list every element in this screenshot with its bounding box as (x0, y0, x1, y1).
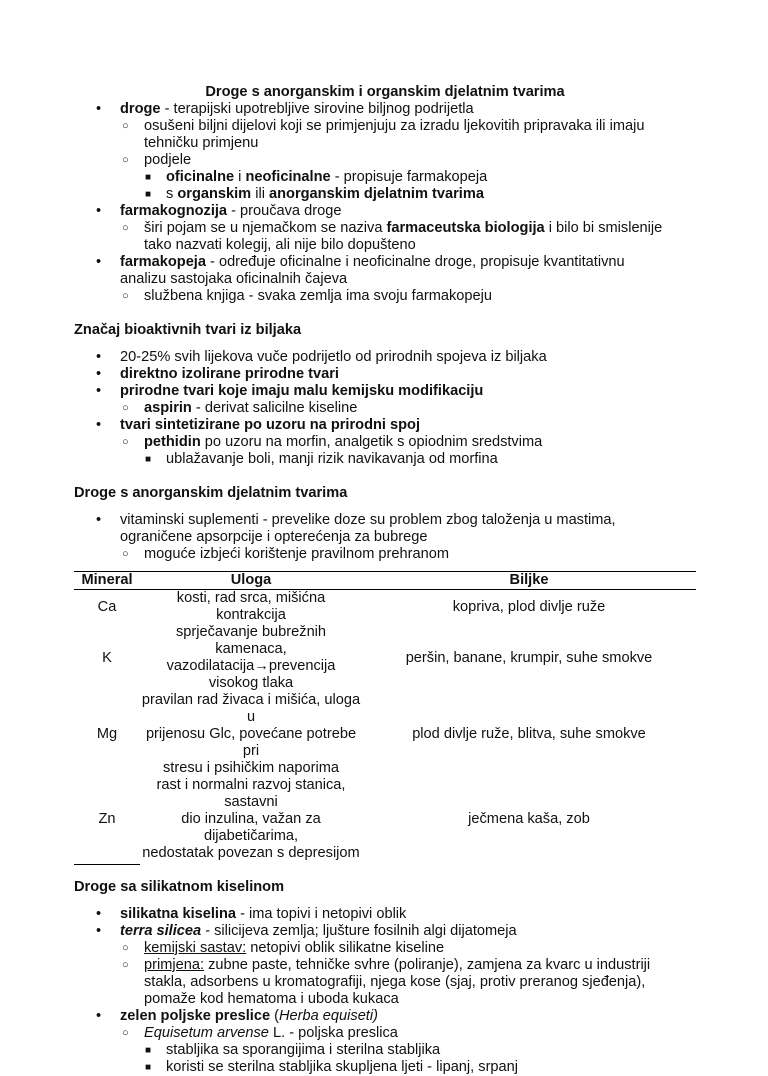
list-item: ○ pethidin po uzoru na morfin, analgetik s opiodnim sredstvima (122, 434, 543, 450)
minerals-table (74, 571, 696, 862)
list-item: • prirodne tvari koje imaju malu kemijsku modifikaciju (96, 383, 484, 399)
list-item: ○ primjena: zubne paste, tehničke svhre (poliranje), zamjena za kvarc u industriji stakla, adsorbens u kromatografiji, njega kose (sjaj, protiv preranog sjeđenja), pomaže kod hematoma i uboda kukaca (122, 957, 651, 1007)
table-row (74, 590, 696, 625)
section2-list (74, 349, 696, 468)
plants-cell: kopriva, plod divlje ruže (452, 598, 606, 615)
role-cell: pravilan rad živaca i mišića, uloga u prijenosu Glc, povećane potrebe pri stresu i psihičkim naporima (141, 692, 361, 776)
circle-bullet-icon: ○ (122, 222, 129, 234)
intro-list (74, 101, 696, 305)
square-bullet-icon: ■ (145, 172, 152, 183)
table-row (74, 692, 696, 777)
section-heading: Droge s anorganskim djelatnim tvarima (74, 485, 348, 501)
role-cell: sprječavanje bubrežnih kamenaca, vazodilatacija→prevencija visokog tlaka (166, 624, 336, 691)
circle-bullet-icon: ○ (122, 120, 129, 132)
square-bullet-icon: ■ (145, 1045, 152, 1056)
bullet-icon: • (96, 366, 102, 382)
square-bullet-icon: ■ (145, 189, 152, 200)
bullet-icon: • (96, 923, 102, 939)
list-item: • farmakopeja - određuje oficinalne i neoficinalne droge, propisuje kvantitativnu analizu sastojaka oficinalnih čajeva (96, 254, 625, 287)
mineral-cell: Ca (97, 598, 117, 615)
bullet-icon: • (96, 383, 102, 399)
circle-bullet-icon: ○ (122, 548, 129, 560)
list-item: • zelen poljske preslice (Herba equiseti) (96, 1008, 378, 1024)
circle-bullet-icon: ○ (122, 290, 129, 302)
circle-bullet-icon: ○ (122, 942, 129, 954)
mineral-cell: Mg (96, 726, 118, 742)
list-item: ○ službena knjiga - svaka zemlja ima svoju farmakopeju (122, 288, 492, 304)
table-row (74, 624, 696, 692)
section4-list (74, 906, 696, 1076)
square-bullet-icon: ■ (145, 454, 152, 465)
column-header: Biljke (362, 572, 696, 590)
column-header: Uloga (140, 572, 362, 590)
bullet-icon: • (96, 512, 102, 528)
role-cell: rast i normalni razvoj stanica, sastavni dio inzulina, važan za dijabetičarima, nedostatak povezan s depresijom (142, 777, 360, 861)
plants-cell: ječmena kaša, zob (468, 811, 590, 827)
list-item: ○ aspirin - derivat salicilne kiseline (122, 400, 358, 416)
circle-bullet-icon: ○ (122, 402, 129, 414)
list-item: ■ ublažavanje boli, manji rizik navikavanja od morfina (145, 451, 498, 467)
circle-bullet-icon: ○ (122, 1027, 129, 1039)
list-item: • vitaminski suplementi - prevelike doze su problem zbog taloženja u mastima, ograničene apsorpcije i opterećenja za bubrege (96, 512, 616, 545)
mineral-cell: Zn (98, 811, 116, 827)
list-item: ○ širi pojam se u njemačkom se naziva farmaceutska biologija i bilo bi smislenije tako nazvati kolegij, ali nije bilo dopušteno (122, 220, 663, 253)
list-item: • silikatna kiselina - ima topivi i netopivi oblik (96, 906, 407, 922)
bullet-icon: • (96, 417, 102, 433)
list-item: • droge - terapijski upotrebljive sirovine biljnog podrijetla (96, 101, 474, 117)
section3-list (74, 512, 696, 563)
list-item: • tvari sintetizirane po uzoru na prirodni spoj (96, 417, 421, 433)
list-item: ■ oficinalne i neoficinalne - propisuje farmakopeja (145, 169, 488, 185)
bullet-icon: • (96, 101, 102, 117)
section-heading: Značaj bioaktivnih tvari iz biljaka (74, 322, 302, 338)
mineral-cell: K (102, 649, 112, 666)
circle-bullet-icon: ○ (122, 436, 129, 448)
bullet-icon: • (96, 1008, 102, 1024)
list-item: ○ Equisetum arvense L. - poljska preslica (122, 1025, 398, 1041)
list-item: ○ podjele (122, 152, 192, 168)
list-item: ○ osušeni biljni dijelovi koji se primjenjuju za izradu ljekovitih pripravaka ili imaju tehničku primjenu (122, 118, 645, 151)
list-item: ■ s organskim ili anorganskim djelatnim tvarima (145, 186, 484, 202)
circle-bullet-icon: ○ (122, 959, 129, 971)
list-item: ○ moguće izbjeći korištenje pravilnom prehranom (122, 546, 449, 562)
bullet-icon: • (96, 203, 102, 219)
list-item: • terra silicea - silicijeva zemlja; ljušture fosilnih algi dijatomeja (96, 923, 517, 939)
list-item: ■ stabljika sa sporangijima i sterilna stabljika (145, 1042, 441, 1058)
table-row (74, 777, 696, 862)
plants-cell: peršin, banane, krumpir, suhe smokve (405, 649, 653, 666)
list-item: ■ koristi se sterilna stabljika skupljena ljeti - lipanj, srpanj (145, 1059, 519, 1075)
list-item: • farmakognozija - proučava droge (96, 203, 342, 219)
square-bullet-icon: ■ (145, 1062, 152, 1073)
document-title: Droge s anorganskim i organskim djelatnim tvarima (205, 84, 565, 100)
column-header: Mineral (74, 572, 140, 590)
document-page (74, 84, 696, 1076)
bullet-icon: • (96, 906, 102, 922)
bullet-icon: • (96, 254, 102, 270)
list-item: • direktno izolirane prirodne tvari (96, 366, 339, 382)
list-item: • 20-25% svih lijekova vuče podrijetlo od prirodnih spojeva iz biljaka (96, 349, 547, 365)
table-header-row (74, 572, 696, 590)
circle-bullet-icon: ○ (122, 154, 129, 166)
section-heading: Droge sa silikatnom kiselinom (74, 879, 285, 895)
role-cell: kosti, rad srca, mišićna kontrakcija (176, 590, 326, 623)
plants-cell: plod divlje ruže, blitva, suhe smokve (412, 726, 646, 742)
list-item: ○ kemijski sastav: netopivi oblik silikatne kiseline (122, 940, 445, 956)
bullet-icon: • (96, 349, 102, 365)
